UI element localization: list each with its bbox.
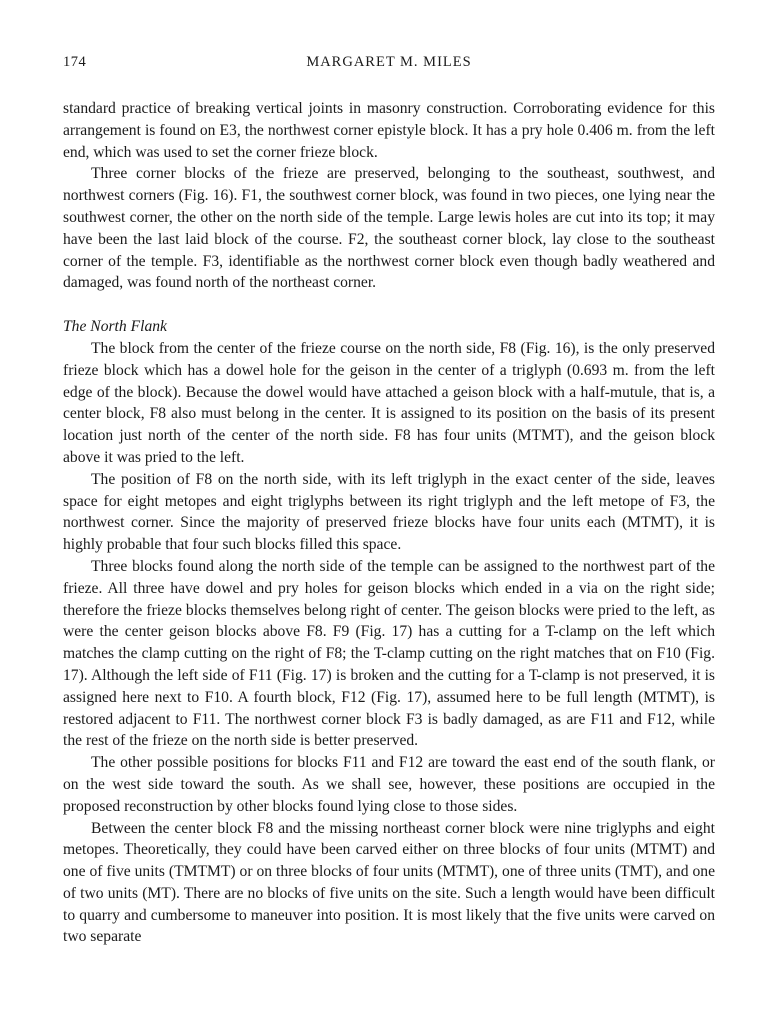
paragraph: The position of F8 on the north side, with its left triglyph in the exact center of the side, leaves space for eight metopes and eight triglyphs between its right triglyph and the left metope of F3, the northwest corner. Since the majority of preserved frieze blocks have four units each (MTMT), it is highly probable that four such blocks filled this space.: [63, 470, 715, 554]
page: [63, 54, 715, 948]
paragraph: Between the center block F8 and the missing northeast corner block were nine triglyphs and eight metopes. Theoretically, they could have been carved either on three blocks of four units (MTMT) and one of five units (TMTMT) or on three blocks of four units (MTMT), one of three units (TMT), and one of two units (MT). There are no blocks of five units on the site. Such a length would have been difficult to quarry and cumbersome to maneuver into position. It is most likely that the five units were carved on two separate: [63, 819, 715, 946]
page-number: 174: [63, 54, 87, 70]
paragraph-continued: standard practice of breaking vertical joints in masonry construction. Corroborating evidence for this arrangement is found on E3, the northwest corner epistyle block. It has a pry hole 0.406 m. from the left end, which was used to set the corner frieze block.: [63, 100, 715, 161]
paragraph: Three corner blocks of the frieze are preserved, belonging to the southeast, southwest, and northwest corners (Fig. 16). F1, the southwest corner block, was found in two pieces, one lying near the southwest corner, the other on the north side of the temple. Large lewis holes are cut into its top; it may have been the last laid block of the course. F2, the southeast corner block, lay close to the southeast corner of the temple. F3, identifiable as the northwest corner block even though badly weathered and damaged, was found north of the northeast corner.: [63, 165, 715, 292]
paragraph: The block from the center of the frieze course on the north side, F8 (Fig. 16), is the only preserved frieze block which has a dowel hole for the geison in the center of a triglyph (0.693 m. from the left edge of the block). Because the dowel would have attached a geison block with a half-mutule, that is, a center block, F8 also must belong in the center. It is assigned to its position on the basis of its present location just north of the center of the north side. F8 has four units (MTMT), and the geison block above it was pried to the left.: [63, 339, 715, 466]
paragraph: Three blocks found along the north side of the temple can be assigned to the northwest part of the frieze. All three have dowel and pry holes for geison blocks which ended in a via on the right side; therefore the frieze blocks themselves belong right of center. The geison blocks were pried to the left, as were the center geison blocks above F8. F9 (Fig. 17) has a cutting for a T-clamp on the left which matches the clamp cutting on the right of F8; the T-clamp cutting on the right matches that on F10 (Fig. 17). Although the left side of F11 (Fig. 17) is broken and the cutting for a T-clamp is not preserved, it is assigned here next to F10. A fourth block, F12 (Fig. 17), assumed here to be full length (MTMT), is restored adjacent to F11. The northwest corner block F3 is badly damaged, as are F11 and F12, while the rest of the frieze on the north side is better preserved.: [63, 557, 715, 750]
running-head-author: MARGARET M. MILES: [306, 54, 472, 70]
paragraph: The other possible positions for blocks F11 and F12 are toward the east end of the south flank, or on the west side toward the south. As we shall see, however, these positions are occupied in the proposed reconstruction by other blocks found lying close to those sides.: [63, 754, 715, 815]
running-head: [63, 54, 715, 74]
section-heading: The North Flank: [63, 318, 167, 336]
body-text: [63, 98, 715, 948]
